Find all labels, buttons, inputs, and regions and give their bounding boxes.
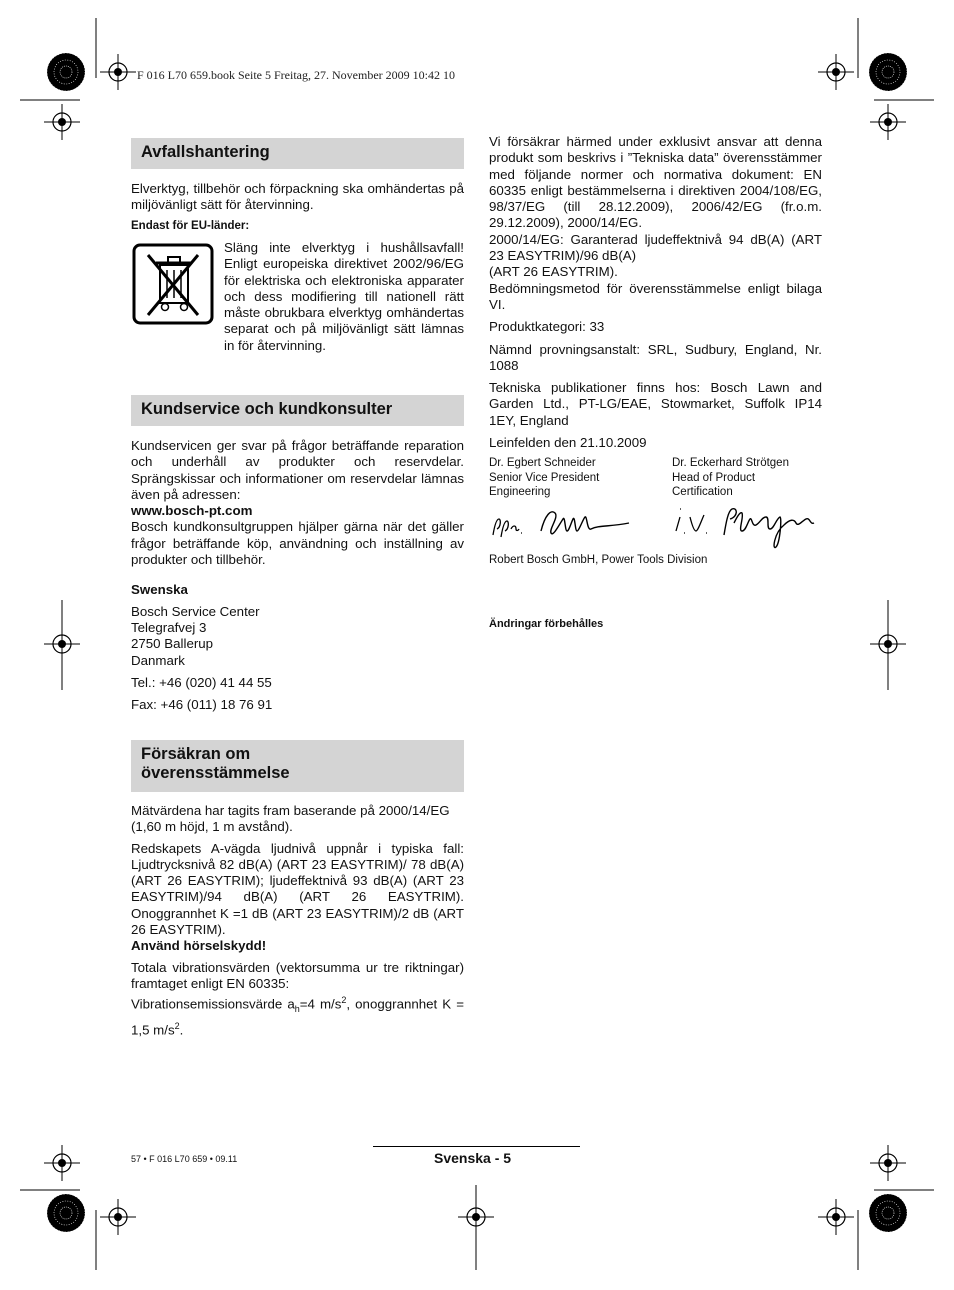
weee-bin-icon [132,243,214,325]
vibration-label: Vibrationsemissionsvärde a [131,996,295,1012]
conf-p1b: 2000/14/EG: Garanterad ljudeffektnivå 94 dB(A) (ART 23 EASYTRIM)/96 dB(A) [489,231,822,264]
signatory-2-dept: Certification [672,486,733,499]
section-heading-kundservice: Kundservice och kundkonsulter [131,395,464,426]
signatory-1-title: Senior Vice President [489,471,600,484]
forsakran-body [131,803,464,1038]
eu-text: Släng inte elverktyg i hushållsavfall! Enligt europeiska direktivet 2002/96/EG för elektriska och elektroniska apparater och dess modifiering till nationell rätt måste obrukbara elverktyg omhändertas separat och på miljövänligt sätt lämnas in för återvinning. [224,240,464,353]
signatory-2 [672,456,832,500]
place-date: Leinfelden den 21.10.2009 [489,435,647,451]
vibration-superscript: 2 [341,995,347,1006]
conf-p1: Vi försäkrar härmed under exklusivt ansvar att denna produkt som beskrivs i ”Tekniska data” överensstämmer med följande normer och normativa dokument: EN 60335 enligt bestämmelserna i direktiven 2004/108/EG, 98/37/EG (till 28.12.2009), 2006/42/EG (fr.o.m. 29.12.2009), 2000/14/EG. [489,134,822,231]
telephone: Tel.: +46 (020) 41 44 55 [131,674,272,690]
product-category: Produktkategori: 33 [489,319,605,335]
signatory-2-name: Dr. Eckerhard Strötgen [672,457,789,469]
address-line-1: Bosch Service Center [131,603,260,619]
kund-p1: Kundservicen ger svar på frågor beträffande reparation och underhåll av produkter och reservdelar. Sprängskissar och informationer om reservdelar lämnas även på adressen: [131,438,464,502]
section-heading-avfall: Avfallshantering [131,138,464,169]
tech-publications: Tekniska publikationer finns hos: Bosch Lawn and Garden Ltd., PT-LG/EAE, Stowmarket, Suffolk IP14 1EY, England [489,380,822,428]
bosch-url-link[interactable]: www.bosch-pt.com [131,503,253,519]
uncertainty-value: , onoggrannhet K = 1,5 m/s [131,996,464,1038]
forsakran-title-line-2: överensstämmelse [141,764,290,782]
eu-heading: Endast för EU-länder: [131,219,250,232]
address-line-3: 2750 Ballerup [131,636,214,652]
page-number: Svenska - 5 [434,1150,512,1166]
company-name: Robert Bosch GmbH, Power Tools Division [489,554,708,566]
signatory-1-dept: Engineering [489,486,551,499]
fors-p3b [131,992,464,1038]
signatory-2-title: Head of Product [672,471,756,484]
vibration-subscript: h [294,1004,300,1015]
conformity-body [489,134,822,451]
kundservice-body [131,438,464,713]
section-heading-forsakran [131,740,464,792]
signatory-1-name: Dr. Egbert Schneider [489,457,596,469]
vibration-value: =4 m/s [299,996,342,1012]
address-line-2: Telegrafvej 3 [131,619,207,635]
kund-p2: Bosch kundkonsultgruppen hjälper gärna när det gäller frågor beträffande köp, användning och inställning av produkter och tillbehör. [131,519,464,568]
country-heading: Swenska [131,582,188,598]
signatory-1 [489,456,659,500]
signature-2 [672,503,822,551]
uncertainty-superscript: 2 [174,1020,180,1031]
footer-rule [373,1146,580,1147]
fors-p3a: Totala vibrationsvärden (vektorsumma ur tre riktningar) framtaget enligt EN 60335: [131,959,464,991]
book-info: F 016 L70 659.book Seite 5 Freitag, 27. November 2009 10:42 10 [137,68,455,82]
eu-text-block [224,240,464,354]
fors-p2: Redskapets A-vägda ljudnivå uppnår i typiska fall: Ljudtrycksnivå 82 dB(A) (ART 23 EASYTRIM)/ 78 dB(A) (ART 26 EASYTRIM); ljudeffektnivå 93 dB(A) (ART 23 EASYTRIM)/94 dB(A) (ART 26 EASYTRIM). Onoggrannhet K =1 dB (ART 23 EASYTRIM)/2 dB (ART 26 EASYTRIM). [131,840,464,938]
test-institute: Nämnd provningsanstalt: SRL, Sudbury, England, Nr. 1088 [489,341,822,373]
period: . [179,1022,184,1038]
signature-1 [489,505,639,545]
conf-p1c: (ART 26 EASYTRIM). [489,264,618,280]
fors-p1: Mätvärdena har tagits fram baserande på 2000/14/EG (1,60 m höjd, 1 m avstånd). [131,803,450,835]
avfall-body [131,181,464,233]
avfall-p1: Elverktyg, tillbehör och förpackning ska omhändertas på miljövänligt sätt för återvinning. [131,181,464,213]
changes-reserved: Ändringar förbehålles [489,618,604,630]
forsakran-title-line-1: Försäkran om [141,745,251,763]
conf-p1d: Bedömningsmetod för överensstämmelse enligt bilaga VI. [489,280,822,312]
address-line-4: Danmark [131,652,185,668]
hearing-protection-warning: Använd hörselskydd! [131,938,267,954]
fax: Fax: +46 (011) 18 76 91 [131,697,273,713]
footer-code: 57 • F 016 L70 659 • 09.11 [131,1154,238,1164]
